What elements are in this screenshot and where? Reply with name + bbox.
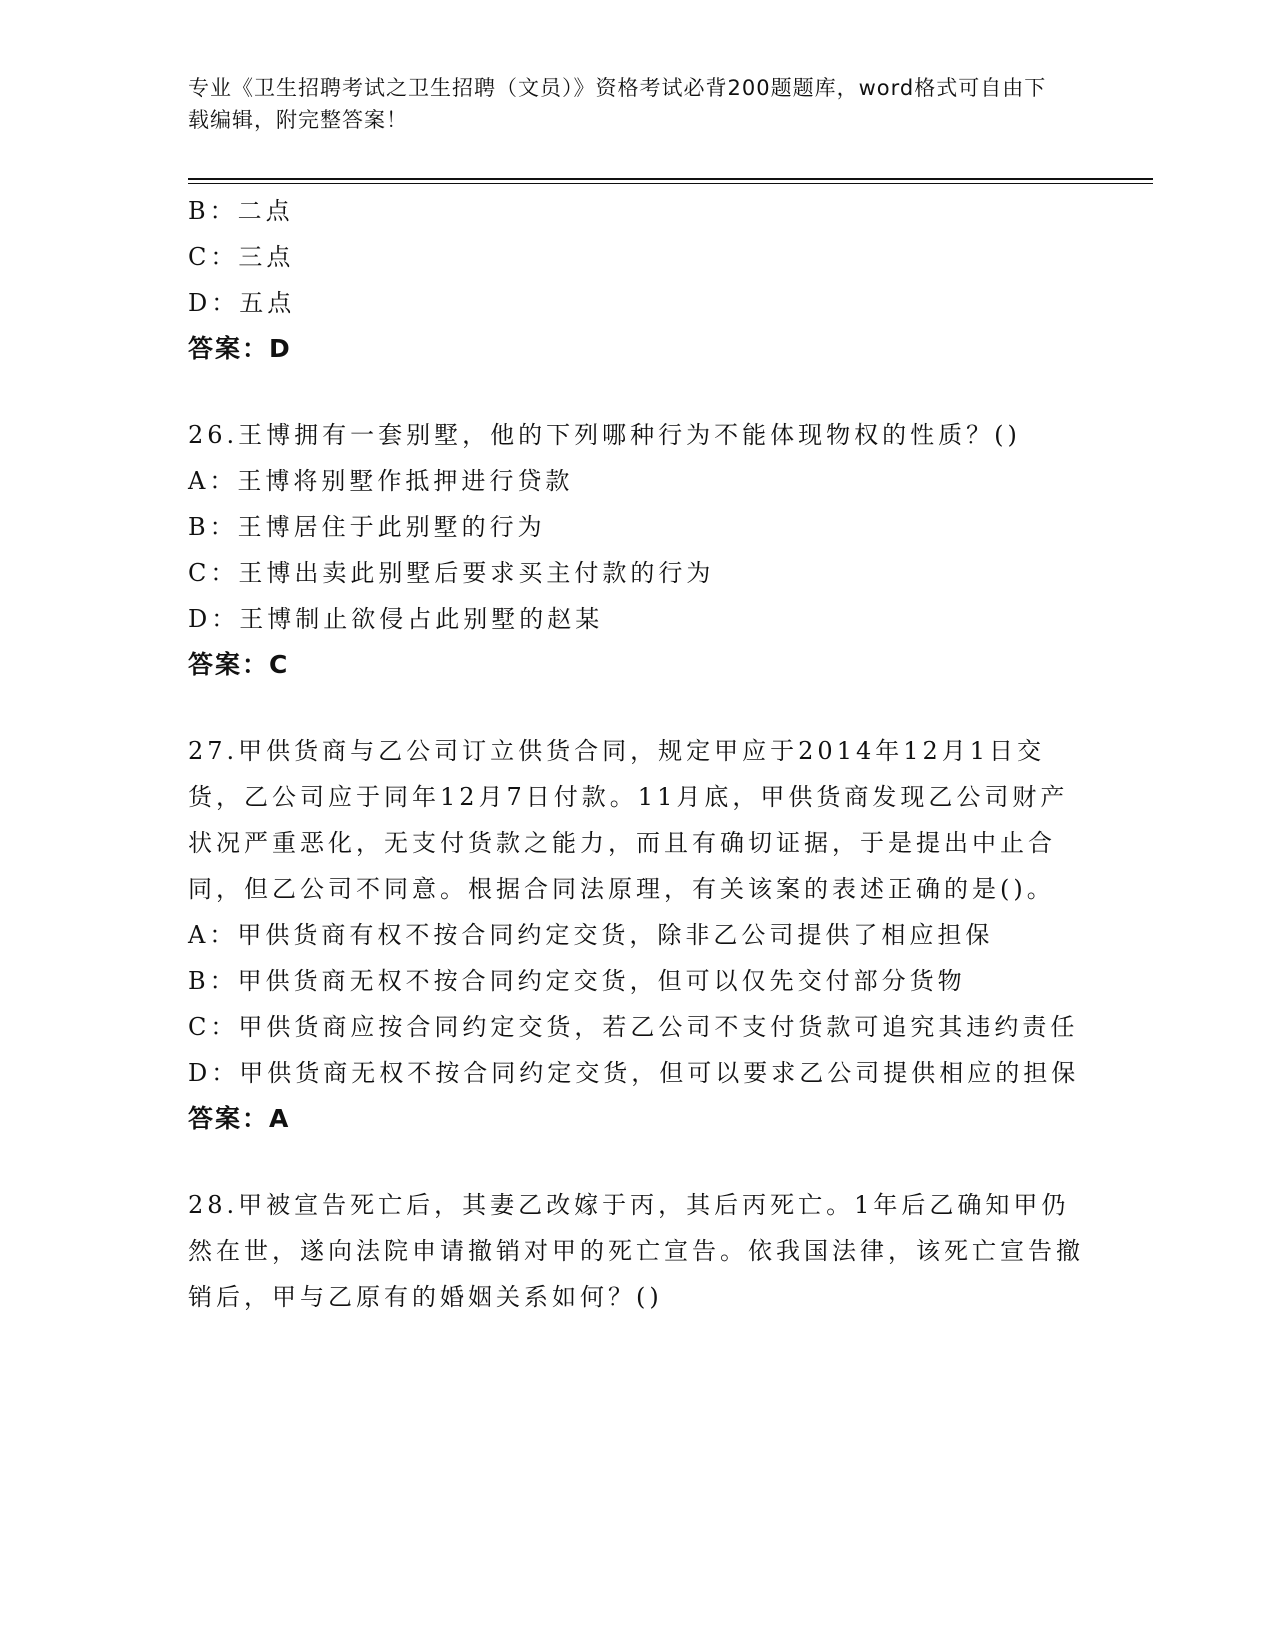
header-text: 专业《卫生招聘考试之卫生招聘（文员）》资格考试必背200题题库，word格式可自由下载编辑，附完整答案！ bbox=[188, 76, 1047, 132]
option-d: D：甲供货商无权不按合同约定交货，但可以要求乙公司提供相应的担保 bbox=[188, 1059, 1080, 1087]
option-d: D：五点 bbox=[188, 289, 296, 317]
question-26 bbox=[188, 412, 1088, 688]
question-text: 27.甲供货商与乙公司订立供货合同，规定甲应于2014年12月1日交货，乙公司应于同年12月7日付款。11月底，甲供货商发现乙公司财产状况严重恶化，无支付货款之能力，而且有确切证据，于是提出中止合同，但乙公司不同意。根据合同法原理，有关该案的表述正确的是()。 bbox=[188, 737, 1069, 903]
option-a: A：甲供货商有权不按合同约定交货，除非乙公司提供了相应担保 bbox=[188, 921, 994, 949]
option-d: D：王博制止欲侵占此别墅的赵某 bbox=[188, 605, 604, 633]
document-header bbox=[188, 72, 1068, 136]
answer: 答案：A bbox=[188, 1104, 291, 1133]
header-rule bbox=[188, 178, 1153, 180]
answer: 答案：D bbox=[188, 334, 292, 363]
option-c: C：三点 bbox=[188, 243, 295, 271]
header-rule-thin bbox=[188, 183, 1153, 184]
question-28 bbox=[188, 1182, 1088, 1320]
option-b: B：二点 bbox=[188, 197, 294, 225]
question-text: 26.王博拥有一套别墅，他的下列哪种行为不能体现物权的性质？() bbox=[188, 421, 1021, 449]
option-b: B：王博居住于此别墅的行为 bbox=[188, 513, 546, 541]
option-c: C：王博出卖此别墅后要求买主付款的行为 bbox=[188, 559, 715, 587]
option-c: C：甲供货商应按合同约定交货，若乙公司不支付货款可追究其违约责任 bbox=[188, 1013, 1079, 1041]
option-b: B：甲供货商无权不按合同约定交货，但可以仅先交付部分货物 bbox=[188, 967, 966, 995]
question-25-tail bbox=[188, 188, 1088, 372]
question-content bbox=[188, 188, 1088, 1320]
question-27 bbox=[188, 728, 1088, 1142]
answer: 答案：C bbox=[188, 650, 290, 679]
question-text: 28.甲被宣告死亡后，其妻乙改嫁于丙，其后丙死亡。1年后乙确知甲仍然在世，遂向法院申请撤销对甲的死亡宣告。依我国法律，该死亡宣告撤销后，甲与乙原有的婚姻关系如何？() bbox=[188, 1191, 1084, 1311]
option-a: A：王博将别墅作抵押进行贷款 bbox=[188, 467, 574, 495]
